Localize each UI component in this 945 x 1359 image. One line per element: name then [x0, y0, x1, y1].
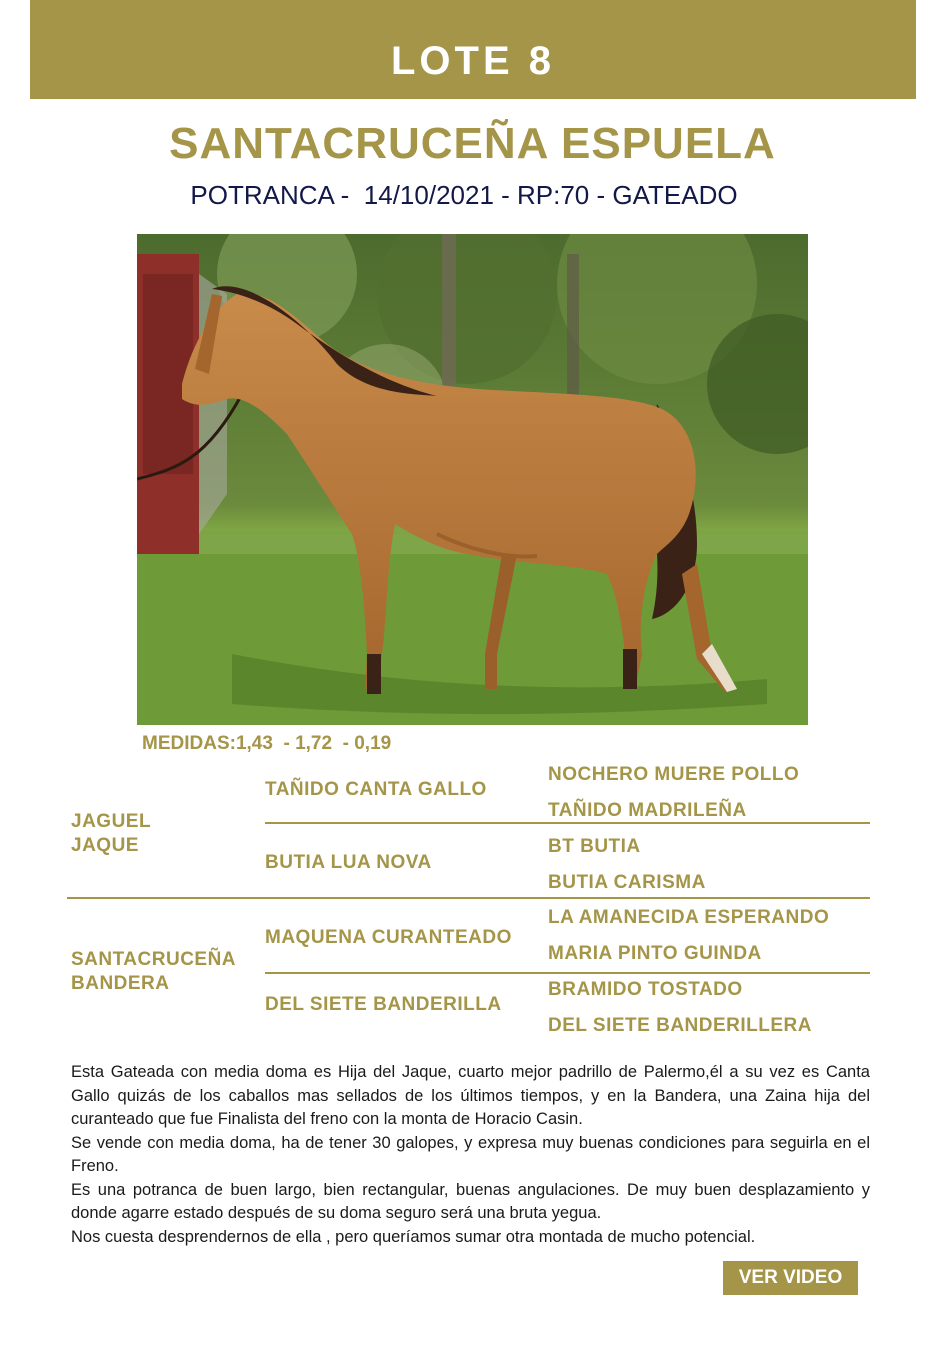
dam-sire-dam: MARIA PINTO GUINDA — [548, 943, 762, 964]
view-video-button[interactable]: VER VIDEO — [723, 1261, 858, 1295]
sire-name-text: JAGUEL JAQUE — [71, 811, 151, 856]
description-paragraph: Esta Gateada con media doma es Hija del Jaque, cuarto mejor padrillo de Palermo,él a su vez es Canta Gallo quizás de los caballos mas sellados de los últimos tiempos, y en la Bandera, una Zaina hija del curanteado que fue Finalista del freno con la monta de Horacio Casin. — [71, 1063, 870, 1128]
sire-sire: TAÑIDO CANTA GALLO — [265, 779, 487, 800]
description-paragraph: Se vende con media doma, ha de tener 30 galopes, y expresa muy buenas condiciones para seguirla en el Freno. — [71, 1133, 870, 1175]
dam-dam: DEL SIETE BANDERILLA — [265, 994, 502, 1015]
dam-dam-dam: DEL SIETE BANDERILLERA — [548, 1015, 813, 1036]
horse-name: SANTACRUCEÑA ESPUELA — [169, 119, 776, 168]
dam-name-text: SANTACRUCEÑA BANDERA — [71, 949, 236, 994]
sire-dam-sire: BT BUTIA — [548, 836, 641, 857]
divider — [265, 972, 870, 974]
divider — [67, 897, 870, 899]
dam-sire: MAQUENA CURANTEADO — [265, 927, 512, 948]
sire-sire-sire: NOCHERO MUERE POLLO — [548, 764, 800, 785]
description-paragraph: Es una potranca de buen largo, bien rectangular, buenas angulaciones. De muy buen desplazamiento y donde agarre estado después de su doma seguro será una bruta yegua. — [71, 1180, 870, 1222]
horse-subtitle: POTRANCA - 14/10/2021 - RP:70 - GATEADO — [190, 180, 738, 210]
lot-title: LOTE 8 — [390, 39, 556, 83]
description — [71, 1061, 870, 1249]
description-paragraph: Nos cuesta desprendernos de ella , pero queríamos sumar otra montada de mucho potencial. — [71, 1227, 756, 1246]
dam-sire-sire: LA AMANECIDA ESPERANDO — [548, 907, 830, 928]
lot-banner — [30, 0, 916, 99]
horse-photo — [137, 234, 808, 725]
sire-dam: BUTIA LUA NOVA — [265, 852, 432, 873]
dam-dam-sire: BRAMIDO TOSTADO — [548, 979, 743, 1000]
sire-name — [71, 810, 221, 858]
dam-name — [71, 948, 261, 996]
measurements: MEDIDAS:1,43 - 1,72 - 0,19 — [142, 733, 392, 754]
divider — [265, 822, 870, 824]
sire-sire-dam: TAÑIDO MADRILEÑA — [548, 800, 747, 821]
sire-dam-dam: BUTIA CARISMA — [548, 872, 706, 893]
